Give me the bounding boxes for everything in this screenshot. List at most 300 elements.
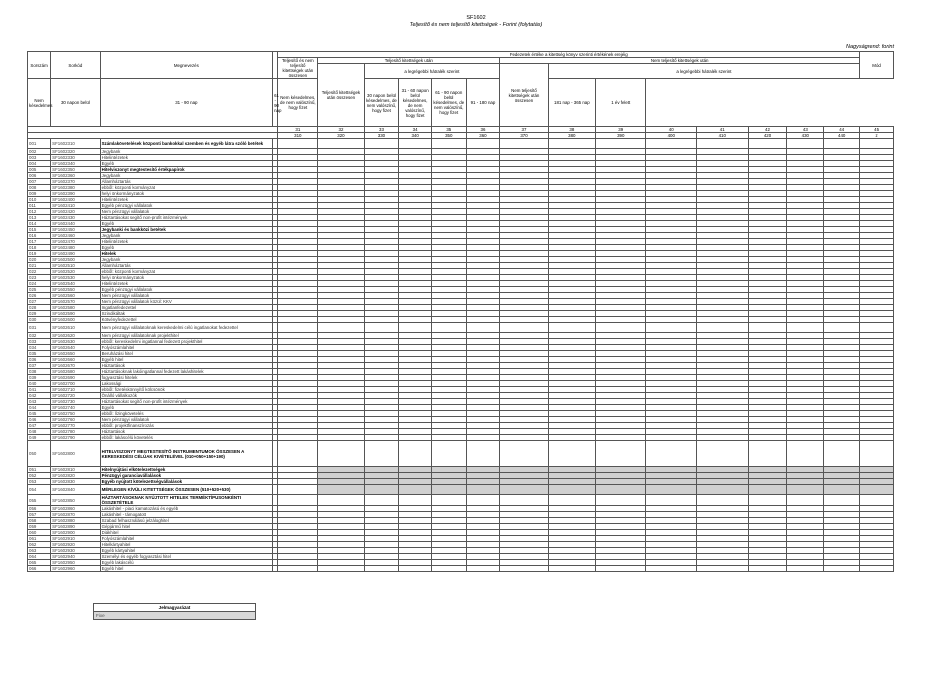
row-code: SF1602710 (51, 387, 100, 393)
data-cell (278, 139, 318, 149)
row-serial: 047 (28, 423, 51, 429)
col-number: 340 (399, 133, 432, 139)
row-description: Önálló vállalkozók (100, 393, 273, 399)
row-code: SF1602630 (51, 339, 100, 345)
row-description: Számlakövetelések központi bankokkal szemben és egyéb látra szóló betétek (100, 139, 273, 149)
col-number: 39 (596, 127, 646, 133)
row-serial: 026 (28, 293, 51, 299)
col-number: 38 (548, 127, 595, 133)
col-sorkod: Sorkód (51, 52, 100, 79)
row-description: ebből: kereskedelmi ingatlannal fedezett projekthitel (100, 339, 273, 345)
legend-table (93, 603, 256, 620)
row-description: Egyéb hitel (100, 566, 273, 572)
row-serial: 050 (28, 441, 51, 467)
data-cell (364, 566, 399, 572)
col-number: 400 (646, 133, 696, 139)
data-cell (696, 566, 748, 572)
row-description: Hitelintézetek (100, 281, 273, 287)
row-description: Lakáshitel - támogatott (100, 512, 273, 518)
data-cell (860, 495, 894, 506)
row-code: SF1602800 (51, 441, 100, 467)
row-description: fogyasztási hitelek (100, 375, 273, 381)
row-code: SF1602470 (51, 239, 100, 245)
row-code: SF1602900 (51, 530, 100, 536)
row-description: Diákhitel (100, 530, 273, 536)
row-serial: 013 (28, 215, 51, 221)
table-row (28, 495, 894, 506)
row-description: Jegybanki és bankközi betétek (100, 227, 273, 233)
data-cell (596, 441, 646, 467)
row-description: Folyószámlahitel (100, 536, 273, 542)
table-row (28, 323, 894, 333)
col-number: 45 (860, 127, 894, 133)
data-cell (860, 566, 894, 572)
row-serial: 016 (28, 233, 51, 239)
row-description: MÉRLEGEN KÍVÜLI KITETTSÉGEK ÖSSZESEN (510+520+530) (100, 485, 273, 495)
data-cell (696, 323, 748, 333)
row-serial: 020 (28, 257, 51, 263)
row-serial: 007 (28, 179, 51, 185)
row-code: SF1602850 (51, 495, 100, 506)
row-code: SF1602740 (51, 405, 100, 411)
row-serial: 005 (28, 167, 51, 173)
row-code: SF1602330 (51, 155, 100, 161)
row-code: SF1602920 (51, 542, 100, 548)
row-code: SF1602680 (51, 369, 100, 375)
row-description: Beruházási hitel (100, 351, 273, 357)
data-cell (696, 495, 748, 506)
data-cell (318, 139, 364, 149)
row-description: Jegybank (100, 149, 273, 155)
form-subtitle: Teljesítő és nem teljesítő kitettségek - Forint (folytatás) (409, 22, 543, 28)
row-description: Egyéb lakáscélú (100, 560, 273, 566)
row-serial: 039 (28, 375, 51, 381)
data-cell (500, 485, 548, 495)
row-description: Nem pénzügyi vállalatoknak projekthitel (100, 333, 273, 339)
row-code: SF1602640 (51, 345, 100, 351)
row-serial: 031 (28, 323, 51, 333)
data-cell (364, 485, 399, 495)
row-code: SF1602510 (51, 263, 100, 269)
row-serial: 018 (28, 245, 51, 251)
row-description: Lakáshitel - piaci kamatozású és egyéb (100, 506, 273, 512)
row-description: Egyéb nyújtott kötelezettségvállalások (100, 479, 273, 485)
col-group-nem-teljesito: Nem teljesítő kitettségek után (500, 58, 860, 64)
col-number: 440 (824, 133, 860, 139)
data-cell (696, 441, 748, 467)
col-leaf: Teljesítő kitettségek után összesen (318, 64, 364, 127)
col-sorszam: Sorszám (28, 52, 51, 79)
row-serial: 015 (28, 227, 51, 233)
row-description: ebből: lakáscélú követelés (100, 435, 273, 441)
data-cell (466, 495, 500, 506)
row-code: SF1602620 (51, 333, 100, 339)
row-code: SF1602500 (51, 257, 100, 263)
data-cell (364, 495, 399, 506)
row-code: SF1602730 (51, 399, 100, 405)
data-cell (364, 323, 399, 333)
data-cell (860, 485, 894, 495)
data-cell (364, 139, 399, 149)
form-code: SF1602 (466, 15, 486, 21)
col-leaf: 30 napon belül (51, 79, 100, 127)
col-leaf: 1 év felett (596, 79, 646, 127)
row-code: SF1602600 (51, 317, 100, 323)
data-cell (466, 323, 500, 333)
data-cell (466, 566, 500, 572)
row-serial: 004 (28, 161, 51, 167)
data-cell (824, 495, 860, 506)
row-description: Egyéb (100, 405, 273, 411)
row-code: SF1602860 (51, 506, 100, 512)
row-description: Egyéb (100, 221, 273, 227)
row-description: Egyéb pénzügyi vállalatok (100, 287, 273, 293)
row-description: ebből: központi kormányzat (100, 269, 273, 275)
row-description: Pénzügyi garanciavállalások (100, 473, 273, 479)
data-cell (318, 566, 364, 572)
col-number: 320 (318, 133, 364, 139)
row-description: Háztartásokat segítő non-profit intézmények (100, 215, 273, 221)
data-cell (824, 139, 860, 149)
row-description: Államháztartás (100, 179, 273, 185)
col-number: 33 (364, 127, 399, 133)
data-cell (646, 441, 696, 467)
data-cell (431, 441, 466, 467)
row-description: Hitelintézetek (100, 239, 273, 245)
col-mod: Mód (860, 52, 894, 79)
row-code: SF1602690 (51, 375, 100, 381)
row-description: helyi önkormányzatok (100, 275, 273, 281)
data-cell (548, 566, 595, 572)
row-code: SF1602400 (51, 197, 100, 203)
table-row (28, 139, 894, 149)
col-number: 360 (466, 133, 500, 139)
col-leaf: Nem késedelmes, de nem valószínű, hogy fizet (278, 79, 318, 127)
row-code: SF1602770 (51, 423, 100, 429)
row-serial: 008 (28, 185, 51, 191)
data-cell (399, 441, 432, 467)
data-cell (596, 566, 646, 572)
row-description: Egyéb hitel (100, 357, 273, 363)
row-code: SF1602530 (51, 275, 100, 281)
col-number: 330 (364, 133, 399, 139)
col-number: 420 (748, 133, 787, 139)
row-serial: 019 (28, 251, 51, 257)
row-description: Háztartások (100, 429, 273, 435)
row-serial: 052 (28, 473, 51, 479)
row-code: SF1602810 (51, 467, 100, 473)
col-number: 410 (696, 133, 748, 139)
col-leaf: 91 - 180 nap (466, 79, 500, 127)
row-description: Szindikáltak (100, 311, 273, 317)
data-cell (500, 566, 548, 572)
unit-label: Nagyságrend: forint (846, 44, 894, 50)
row-code: SF1602450 (51, 227, 100, 233)
row-code: SF1602820 (51, 473, 100, 479)
data-table (27, 51, 894, 572)
data-cell (399, 139, 432, 149)
legend-item: Fixe (94, 612, 256, 620)
row-code: SF1602670 (51, 363, 100, 369)
row-code: SF1602870 (51, 512, 100, 518)
data-cell (466, 139, 500, 149)
data-cell (748, 566, 787, 572)
row-description: Háztartások (100, 363, 273, 369)
row-serial: 035 (28, 351, 51, 357)
col-number: 36 (466, 127, 500, 133)
data-cell (399, 485, 432, 495)
col-leaf: 31 - 90 nap (100, 79, 273, 127)
row-serial: 025 (28, 287, 51, 293)
row-serial: 040 (28, 381, 51, 387)
col-leaf: 61 - 90 napon belül késedelmes, de nem valószínű, hogy fizet (431, 79, 466, 127)
row-description: Lakossági (100, 381, 273, 387)
row-code: SF1602940 (51, 554, 100, 560)
row-description: Jegybank (100, 173, 273, 179)
col-leaf: Nem teljesítő kitettségek után összesen (500, 64, 548, 127)
row-description: Egyéb (100, 245, 273, 251)
row-serial: 009 (28, 191, 51, 197)
row-serial: 034 (28, 345, 51, 351)
row-description: Kötvényfedezettel (100, 317, 273, 323)
col-number: 370 (500, 133, 548, 139)
row-code: SF1602350 (51, 167, 100, 173)
legend-title: Jelmagyarázat (94, 604, 256, 612)
row-serial: 053 (28, 479, 51, 485)
data-cell (824, 485, 860, 495)
row-serial: 011 (28, 203, 51, 209)
row-code: SF1602540 (51, 281, 100, 287)
data-cell (399, 495, 432, 506)
col-leaf: Teljesítő és nem teljesítő kitettségek után összesen (278, 58, 318, 79)
row-serial: 029 (28, 311, 51, 317)
row-serial: 030 (28, 317, 51, 323)
row-code: SF1602780 (51, 429, 100, 435)
row-serial: 032 (28, 333, 51, 339)
row-description: Szabad felhasználású jelzáloghitel (100, 518, 273, 524)
row-serial: 049 (28, 435, 51, 441)
row-serial: 012 (28, 209, 51, 215)
col-number: 390 (596, 133, 646, 139)
data-cell (696, 139, 748, 149)
data-cell (548, 441, 595, 467)
row-serial: 021 (28, 263, 51, 269)
row-code: SF1602610 (51, 323, 100, 333)
col-leaf: 181 nap - 365 nap (548, 79, 595, 127)
row-serial: 028 (28, 305, 51, 311)
col-megnevezes: Megnevezés (100, 52, 273, 79)
col-number: 41 (696, 127, 748, 133)
data-cell (278, 495, 318, 506)
row-serial: 051 (28, 467, 51, 473)
row-serial: 045 (28, 411, 51, 417)
row-description: Gépjármű hitel (100, 524, 273, 530)
data-cell (596, 495, 646, 506)
row-serial: 006 (28, 173, 51, 179)
row-description: Nem pénzügyi vállalatoknak kereskedelmi célú ingatlanokat fedezettel (100, 323, 273, 333)
row-serial: 038 (28, 369, 51, 375)
row-serial: 042 (28, 393, 51, 399)
row-description: Nem pénzügyi vállalatok (100, 417, 273, 423)
row-description: ebből: lízingkövetelés (100, 411, 273, 417)
row-description: Államháztartás (100, 263, 273, 269)
row-serial: 056 (28, 506, 51, 512)
row-code: SF1602910 (51, 536, 100, 542)
row-serial: 017 (28, 239, 51, 245)
data-cell (748, 139, 787, 149)
data-cell (431, 485, 466, 495)
row-serial: 058 (28, 518, 51, 524)
data-cell (646, 566, 696, 572)
row-serial: 023 (28, 275, 51, 281)
row-serial: 061 (28, 536, 51, 542)
data-cell (860, 139, 894, 149)
row-serial: 063 (28, 548, 51, 554)
data-cell (748, 485, 787, 495)
row-description: Egyéb kártyahitel (100, 548, 273, 554)
col-number: 310 (278, 133, 318, 139)
row-description: Egyéb (100, 161, 273, 167)
row-description: Személyi és egyéb fogyasztási hitel (100, 554, 273, 560)
row-serial: 010 (28, 197, 51, 203)
col-number: 380 (548, 133, 595, 139)
row-description: Nem pénzügyi vállalatok (100, 293, 273, 299)
row-serial: 055 (28, 495, 51, 506)
row-serial: 003 (28, 155, 51, 161)
row-code: SF1602520 (51, 269, 100, 275)
row-description: HÁZTARTÁSOKNAK NYÚJTOTT HITELEK TERMÉKTÍPUSONKÉNTI ÖSSZETÉTELE (100, 495, 273, 506)
data-cell (431, 566, 466, 572)
col-number: 430 (787, 133, 824, 139)
row-description: Jegybank (100, 257, 273, 263)
row-code: SF1602490 (51, 251, 100, 257)
row-serial: 041 (28, 387, 51, 393)
row-code: SF1602750 (51, 411, 100, 417)
data-cell (278, 485, 318, 495)
row-code: SF1602320 (51, 149, 100, 155)
row-serial: 022 (28, 269, 51, 275)
data-cell (596, 323, 646, 333)
data-cell (787, 139, 824, 149)
row-code: SF1602700 (51, 381, 100, 387)
row-code: SF1602840 (51, 485, 100, 495)
row-code: SF1602660 (51, 357, 100, 363)
row-serial: 046 (28, 417, 51, 423)
data-cell (596, 485, 646, 495)
row-serial: 036 (28, 357, 51, 363)
data-cell (787, 441, 824, 467)
col-leaf: 61 - 90 nap (273, 79, 278, 127)
col-number: 35 (431, 127, 466, 133)
col-number: 44 (824, 127, 860, 133)
row-serial: 044 (28, 405, 51, 411)
data-cell (466, 485, 500, 495)
data-cell (466, 441, 500, 467)
row-serial: 054 (28, 485, 51, 495)
row-description: ebből: projektfinanszírozás (100, 423, 273, 429)
row-code: SF1602420 (51, 209, 100, 215)
row-description: Jegybank (100, 233, 273, 239)
table-row (28, 485, 894, 495)
table-row (28, 441, 894, 467)
data-cell (548, 485, 595, 495)
data-cell (500, 495, 548, 506)
col-number: 31 (278, 127, 318, 133)
data-cell (399, 323, 432, 333)
data-cell (278, 441, 318, 467)
row-code: SF1602410 (51, 203, 100, 209)
row-serial: 002 (28, 149, 51, 155)
col-leaf: Nem késedelmes (28, 79, 51, 127)
row-serial: 066 (28, 566, 51, 572)
col-group-hatralek-1: a legrégebbi hátralék szerint (364, 64, 500, 79)
data-cell (596, 139, 646, 149)
row-serial: 037 (28, 363, 51, 369)
col-number: 42 (748, 127, 787, 133)
row-serial: 065 (28, 560, 51, 566)
row-code: SF1602830 (51, 479, 100, 485)
data-cell (318, 323, 364, 333)
row-description: Háztartásoknak lakóingatlannal fedezett lakáshitelek (100, 369, 273, 375)
row-code: SF1602310 (51, 139, 100, 149)
row-code: SF1602760 (51, 417, 100, 423)
data-cell (500, 139, 548, 149)
data-cell (364, 441, 399, 467)
row-code: SF1602480 (51, 245, 100, 251)
data-cell (646, 485, 696, 495)
data-cell (278, 566, 318, 572)
data-cell (824, 566, 860, 572)
row-description: Hitelviszonyt megtestesítő értékpapírok (100, 167, 273, 173)
data-cell (548, 139, 595, 149)
row-code: SF1602880 (51, 518, 100, 524)
row-description: helyi önkormányzatok (100, 191, 273, 197)
data-cell (860, 441, 894, 467)
row-code: SF1602550 (51, 287, 100, 293)
col-number: 350 (431, 133, 466, 139)
row-description: Hitelek (100, 251, 273, 257)
row-code: SF1602650 (51, 351, 100, 357)
row-code: SF1602590 (51, 311, 100, 317)
row-serial: 048 (28, 429, 51, 435)
row-description: Nem pénzügyi vállalatok (100, 209, 273, 215)
table-row (28, 566, 894, 572)
data-cell (431, 139, 466, 149)
row-description: HITELVISZONYT MEGTESTESÍTŐ INSTRUMENTUMOK ÖSSZESEN A KERESKEDÉSI CÉLÚAK KIVÉTELÉVEL (010+050+150+190) (100, 441, 273, 467)
row-description: Hitelintézetek (100, 197, 273, 203)
row-serial: 001 (28, 139, 51, 149)
row-code: SF1602340 (51, 161, 100, 167)
row-code: SF1602390 (51, 191, 100, 197)
data-cell (646, 323, 696, 333)
data-cell (318, 495, 364, 506)
data-cell (548, 323, 595, 333)
data-cell (696, 485, 748, 495)
row-description: Hitelnyújtási elkötelezettségek (100, 467, 273, 473)
row-serial: 057 (28, 512, 51, 518)
col-leaf: 31 - 60 napon belül késedelmes, de nem valószínű, hogy fizet (399, 79, 432, 127)
row-description: ebből: fizetéskönnyítő kölcsönök (100, 387, 273, 393)
row-description: Ingatlanfedezettel (100, 305, 273, 311)
data-cell (318, 441, 364, 467)
row-code: SF1602890 (51, 524, 100, 530)
data-cell (431, 495, 466, 506)
row-serial: 062 (28, 542, 51, 548)
row-serial: 024 (28, 281, 51, 287)
data-cell (748, 323, 787, 333)
row-code: SF1602460 (51, 233, 100, 239)
row-serial: 043 (28, 399, 51, 405)
